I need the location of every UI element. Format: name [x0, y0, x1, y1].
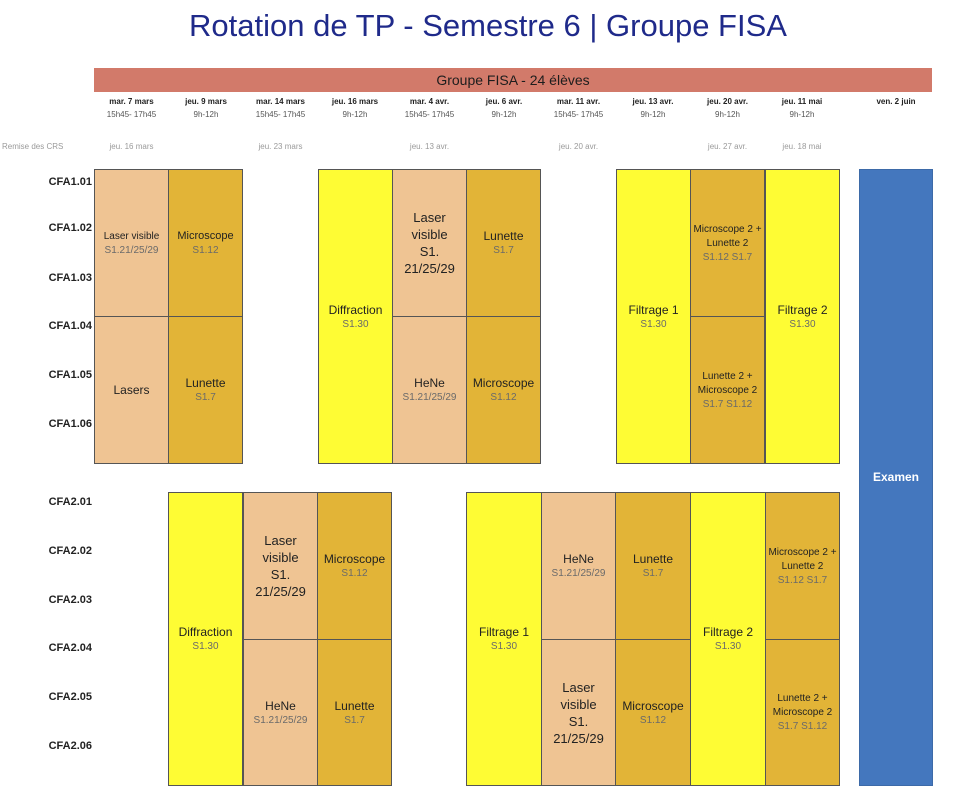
column-header: jeu. 9 mars 9h-12h [185, 97, 227, 119]
row-label: CFA1.04 [48, 320, 92, 332]
column-header: ven. 2 juin [876, 97, 916, 106]
session-block: Lunette S1.7 [168, 316, 243, 464]
row-label: CFA1.03 [48, 272, 92, 284]
session-block: Laser visible S1. 21/25/29 [243, 492, 318, 640]
crs-date: jeu. 27 avr. [707, 142, 748, 151]
row-label: CFA2.02 [48, 545, 92, 557]
row-label: CFA1.01 [48, 176, 92, 188]
column-header: jeu. 16 mars 9h-12h [331, 97, 379, 119]
crs-date: jeu. 23 mars [258, 142, 303, 151]
column-header: mar. 4 avr. 15h45- 17h45 [404, 97, 455, 119]
session-block: Laser visible S1. 21/25/29 [392, 169, 467, 317]
session-block: Laser visible S1. 21/25/29 [541, 639, 616, 786]
session-block: Lunette S1.7 [466, 169, 541, 317]
session-block: Filtrage 1 S1.30 [466, 492, 542, 786]
session-block: Lunette 2 + Microscope 2 S1.7 S1.12 [690, 316, 765, 464]
session-block: Diffraction S1.30 [318, 169, 393, 464]
session-block: Microscope 2 + Lunette 2 S1.12 S1.7 [765, 492, 840, 640]
session-block: Microscope S1.12 [168, 169, 243, 317]
session-block: Filtrage 2 S1.30 [765, 169, 840, 464]
session-block: Lasers [94, 316, 169, 464]
group-banner: Groupe FISA - 24 élèves [94, 68, 932, 92]
crs-date: jeu. 18 mai [782, 142, 822, 151]
session-block: HeNe S1.21/25/29 [243, 639, 318, 786]
session-block: Microscope 2 + Lunette 2 S1.12 S1.7 [690, 169, 765, 317]
session-block: Microscope S1.12 [466, 316, 541, 464]
column-header: jeu. 13 avr. 9h-12h [632, 97, 674, 119]
session-block: Lunette S1.7 [317, 639, 392, 786]
session-block: Microscope S1.12 [615, 639, 691, 786]
crs-date: jeu. 20 avr. [558, 142, 599, 151]
session-block: Lunette 2 + Microscope 2 S1.7 S1.12 [765, 639, 840, 786]
row-label: CFA1.02 [48, 222, 92, 234]
row-label: CFA2.05 [48, 691, 92, 703]
exam-block: Examen [859, 169, 933, 786]
row-label: CFA2.03 [48, 594, 92, 606]
row-label: CFA2.06 [48, 740, 92, 752]
column-header: mar. 11 avr. 15h45- 17h45 [553, 97, 604, 119]
session-block: HeNe S1.21/25/29 [392, 316, 467, 464]
row-label: CFA1.05 [48, 369, 92, 381]
page-title: Rotation de TP - Semestre 6 | Groupe FISA [189, 8, 787, 43]
crs-label: Remise des CRS [2, 142, 64, 151]
session-block: Laser visible S1.21/25/29 [94, 169, 169, 317]
column-header: jeu. 20 avr. 9h-12h [707, 97, 748, 119]
session-block: Filtrage 2 S1.30 [690, 492, 766, 786]
column-header: mar. 14 mars 15h45- 17h45 [255, 97, 306, 119]
session-block: Lunette S1.7 [615, 492, 691, 640]
row-label: CFA1.06 [48, 418, 92, 430]
column-header: jeu. 11 mai 9h-12h [781, 97, 823, 119]
crs-date: jeu. 16 mars [109, 142, 154, 151]
session-block: HeNe S1.21/25/29 [541, 492, 616, 640]
session-block: Microscope S1.12 [317, 492, 392, 640]
session-block: Diffraction S1.30 [168, 492, 243, 786]
crs-date: jeu. 13 avr. [409, 142, 450, 151]
column-header: jeu. 6 avr. 9h-12h [485, 97, 523, 119]
row-label: CFA2.01 [48, 496, 92, 508]
column-header: mar. 7 mars 15h45- 17h45 [106, 97, 157, 119]
session-block: Filtrage 1 S1.30 [616, 169, 691, 464]
row-label: CFA2.04 [48, 642, 92, 654]
